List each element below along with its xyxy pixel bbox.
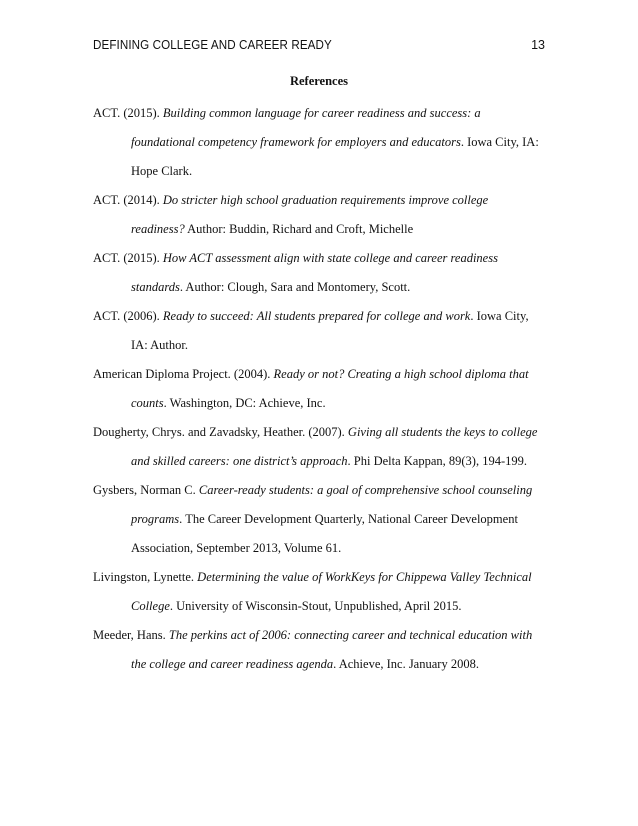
ref-author: ACT. (2015). — [93, 106, 163, 120]
ref-source: . Author: Clough, Sara and Montomery, Scott. — [179, 280, 411, 294]
ref-title: College — [131, 599, 170, 613]
ref-title: and skilled careers: one district’s approach — [131, 454, 348, 468]
ref-title: Career-ready students: a goal of comprehensive school counseling — [198, 483, 533, 497]
ref-title: counts — [131, 396, 164, 410]
reference-entry — [93, 418, 553, 476]
reference-entry — [93, 244, 553, 302]
ref-title: foundational competency framework for employers and educators — [131, 135, 461, 149]
ref-source: IA: Author. — [131, 338, 188, 352]
reference-entry — [93, 476, 553, 563]
running-head: DEFINING COLLEGE AND CAREER READY — [93, 38, 332, 52]
ref-title: readiness? — [131, 222, 185, 236]
ref-source: . Iowa City, — [470, 309, 529, 323]
ref-author: ACT. (2014). — [93, 193, 163, 207]
ref-title: the college and career readiness agenda — [131, 657, 334, 671]
ref-author: American Diploma Project. (2004). — [93, 367, 274, 381]
ref-author: Gysbers, Norman C. — [93, 483, 199, 497]
reference-entry — [93, 621, 553, 679]
ref-title: How ACT assessment align with state college and career readiness — [162, 251, 498, 265]
ref-source: Author: Buddin, Richard and Croft, Michelle — [184, 222, 414, 236]
ref-author: Dougherty, Chrys. and Zavadsky, Heather. (2007). — [93, 425, 348, 439]
page-number: 13 — [531, 38, 545, 52]
ref-title: The perkins act of 2006: connecting career and technical education with — [168, 628, 533, 642]
ref-title: Do stricter high school graduation requirements improve college — [162, 193, 489, 207]
ref-source: . Achieve, Inc. January 2008. — [333, 657, 479, 671]
ref-source: . Washington, DC: Achieve, Inc. — [163, 396, 326, 410]
reference-entry — [93, 360, 553, 418]
ref-source: Association, September 2013, Volume 61. — [131, 541, 342, 555]
references-heading: References — [289, 74, 349, 88]
ref-author: ACT. (2015). — [93, 251, 163, 265]
ref-title: Ready or not? Creating a high school diploma that — [273, 367, 529, 381]
ref-source: . University of Wisconsin-Stout, Unpublished, April 2015. — [169, 599, 462, 613]
ref-title: programs — [131, 512, 180, 526]
reference-entry — [93, 186, 553, 244]
references-list — [93, 99, 553, 679]
ref-author: ACT. (2006). — [93, 309, 163, 323]
ref-title: Building common language for career readiness and success: a — [162, 106, 481, 120]
reference-entry — [93, 563, 553, 621]
ref-title: Determining the value of WorkKeys for Chippewa Valley Technical — [197, 570, 532, 584]
reference-entry — [93, 99, 553, 186]
ref-title: Giving all students the keys to college — [347, 425, 538, 439]
ref-title: standards — [131, 280, 180, 294]
ref-source: Hope Clark. — [131, 164, 193, 178]
ref-source: . Phi Delta Kappan, 89(3), 194-199. — [347, 454, 528, 468]
ref-source: . Iowa City, IA: — [460, 135, 539, 149]
ref-author: Livingston, Lynette. — [93, 570, 198, 584]
ref-author: Meeder, Hans. — [93, 628, 169, 642]
ref-title: Ready to succeed: All students prepared for college and work — [162, 309, 471, 323]
ref-source: . The Career Development Quarterly, National Career Development — [179, 512, 518, 526]
reference-entry — [93, 302, 553, 360]
